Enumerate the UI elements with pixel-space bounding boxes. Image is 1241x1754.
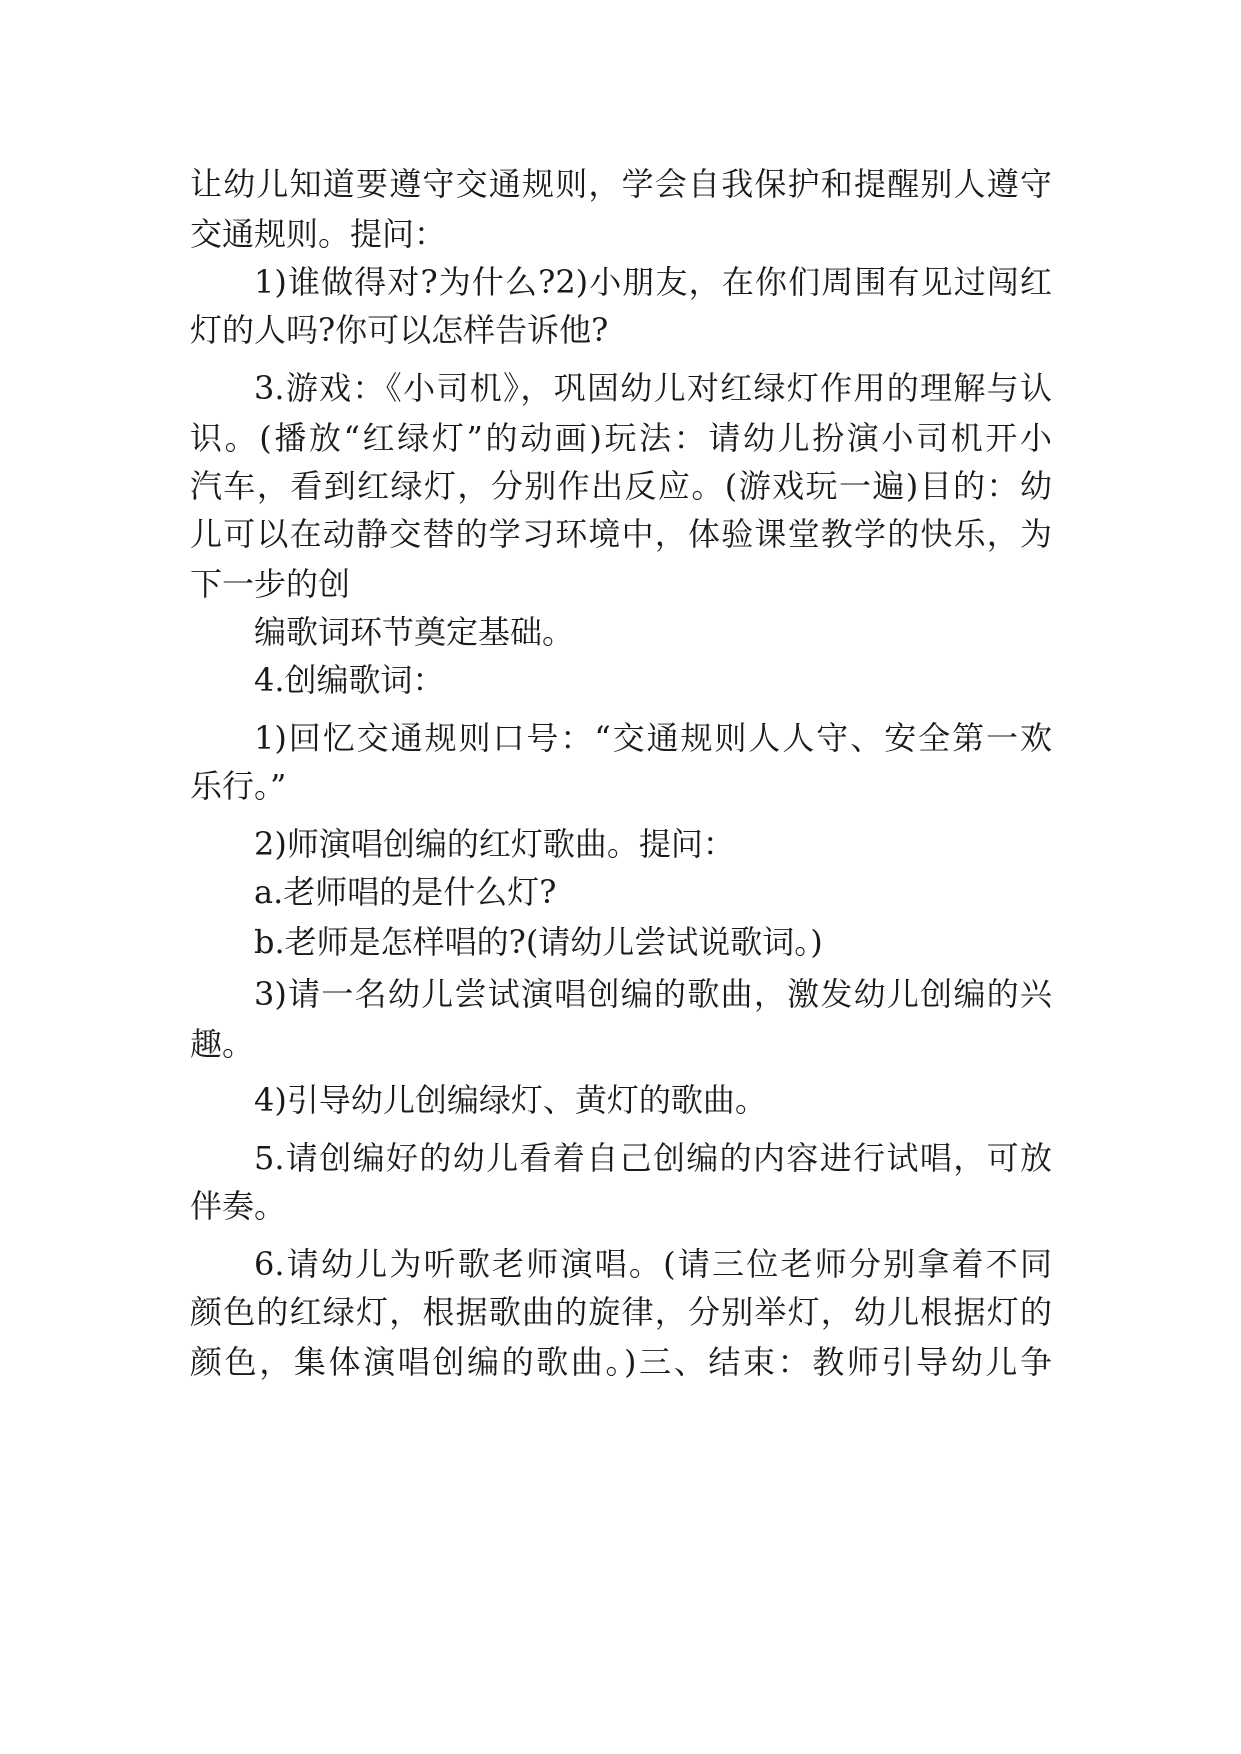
- text-line: 乐行。”: [190, 767, 287, 805]
- text-line: 3)请一名幼儿尝试演唱创编的歌曲，激发幼儿创编的兴: [254, 975, 1052, 1013]
- text-line: 识。(播放“红绿灯”的动画)玩法：请幼儿扮演小司机开小: [190, 419, 1052, 457]
- text-line: 交通规则。提问：: [190, 215, 447, 253]
- text-line: 伴奏。: [190, 1187, 287, 1225]
- text-line: 4.创编歌词：: [254, 661, 445, 699]
- text-line: 趣。: [190, 1025, 255, 1063]
- text-line: 编歌词环节奠定基础。: [254, 613, 575, 651]
- text-line: a.老师唱的是什么灯?: [254, 873, 557, 911]
- text-line: 灯的人吗?你可以怎样告诉他?: [190, 311, 609, 349]
- text-line: 下一步的创: [190, 565, 351, 603]
- text-line: 2)师演唱创编的红灯歌曲。提问：: [254, 825, 735, 863]
- text-line: 6.请幼儿为听歌老师演唱。(请三位老师分别拿着不同: [254, 1245, 1052, 1283]
- text-line: 5.请创编好的幼儿看着自己创编的内容进行试唱，可放: [254, 1139, 1052, 1177]
- text-line: 汽车，看到红绿灯，分别作出反应。(游戏玩一遍)目的：幼: [190, 467, 1052, 505]
- text-line: 1)回忆交通规则口号：“交通规则人人守、安全第一欢: [254, 719, 1052, 757]
- text-line: 儿可以在动静交替的学习环境中，体验课堂教学的快乐，为: [190, 515, 1052, 553]
- text-line: 4)引导幼儿创编绿灯、黄灯的歌曲。: [254, 1081, 767, 1119]
- text-line: b.老师是怎样唱的?(请幼儿尝试说歌词。): [254, 923, 823, 961]
- text-line: 3.游戏：《小司机》，巩固幼儿对红绿灯作用的理解与认: [254, 369, 1052, 407]
- text-line: 让幼儿知道要遵守交通规则，学会自我保护和提醒别人遵守: [190, 165, 1052, 203]
- text-line: 颜色，集体演唱创编的歌曲。)三、结束：教师引导幼儿争: [190, 1343, 1052, 1381]
- text-line: 1)谁做得对?为什么?2)小朋友，在你们周围有见过闯红: [254, 263, 1052, 301]
- text-line: 颜色的红绿灯，根据歌曲的旋律，分别举灯，幼儿根据灯的: [190, 1293, 1052, 1331]
